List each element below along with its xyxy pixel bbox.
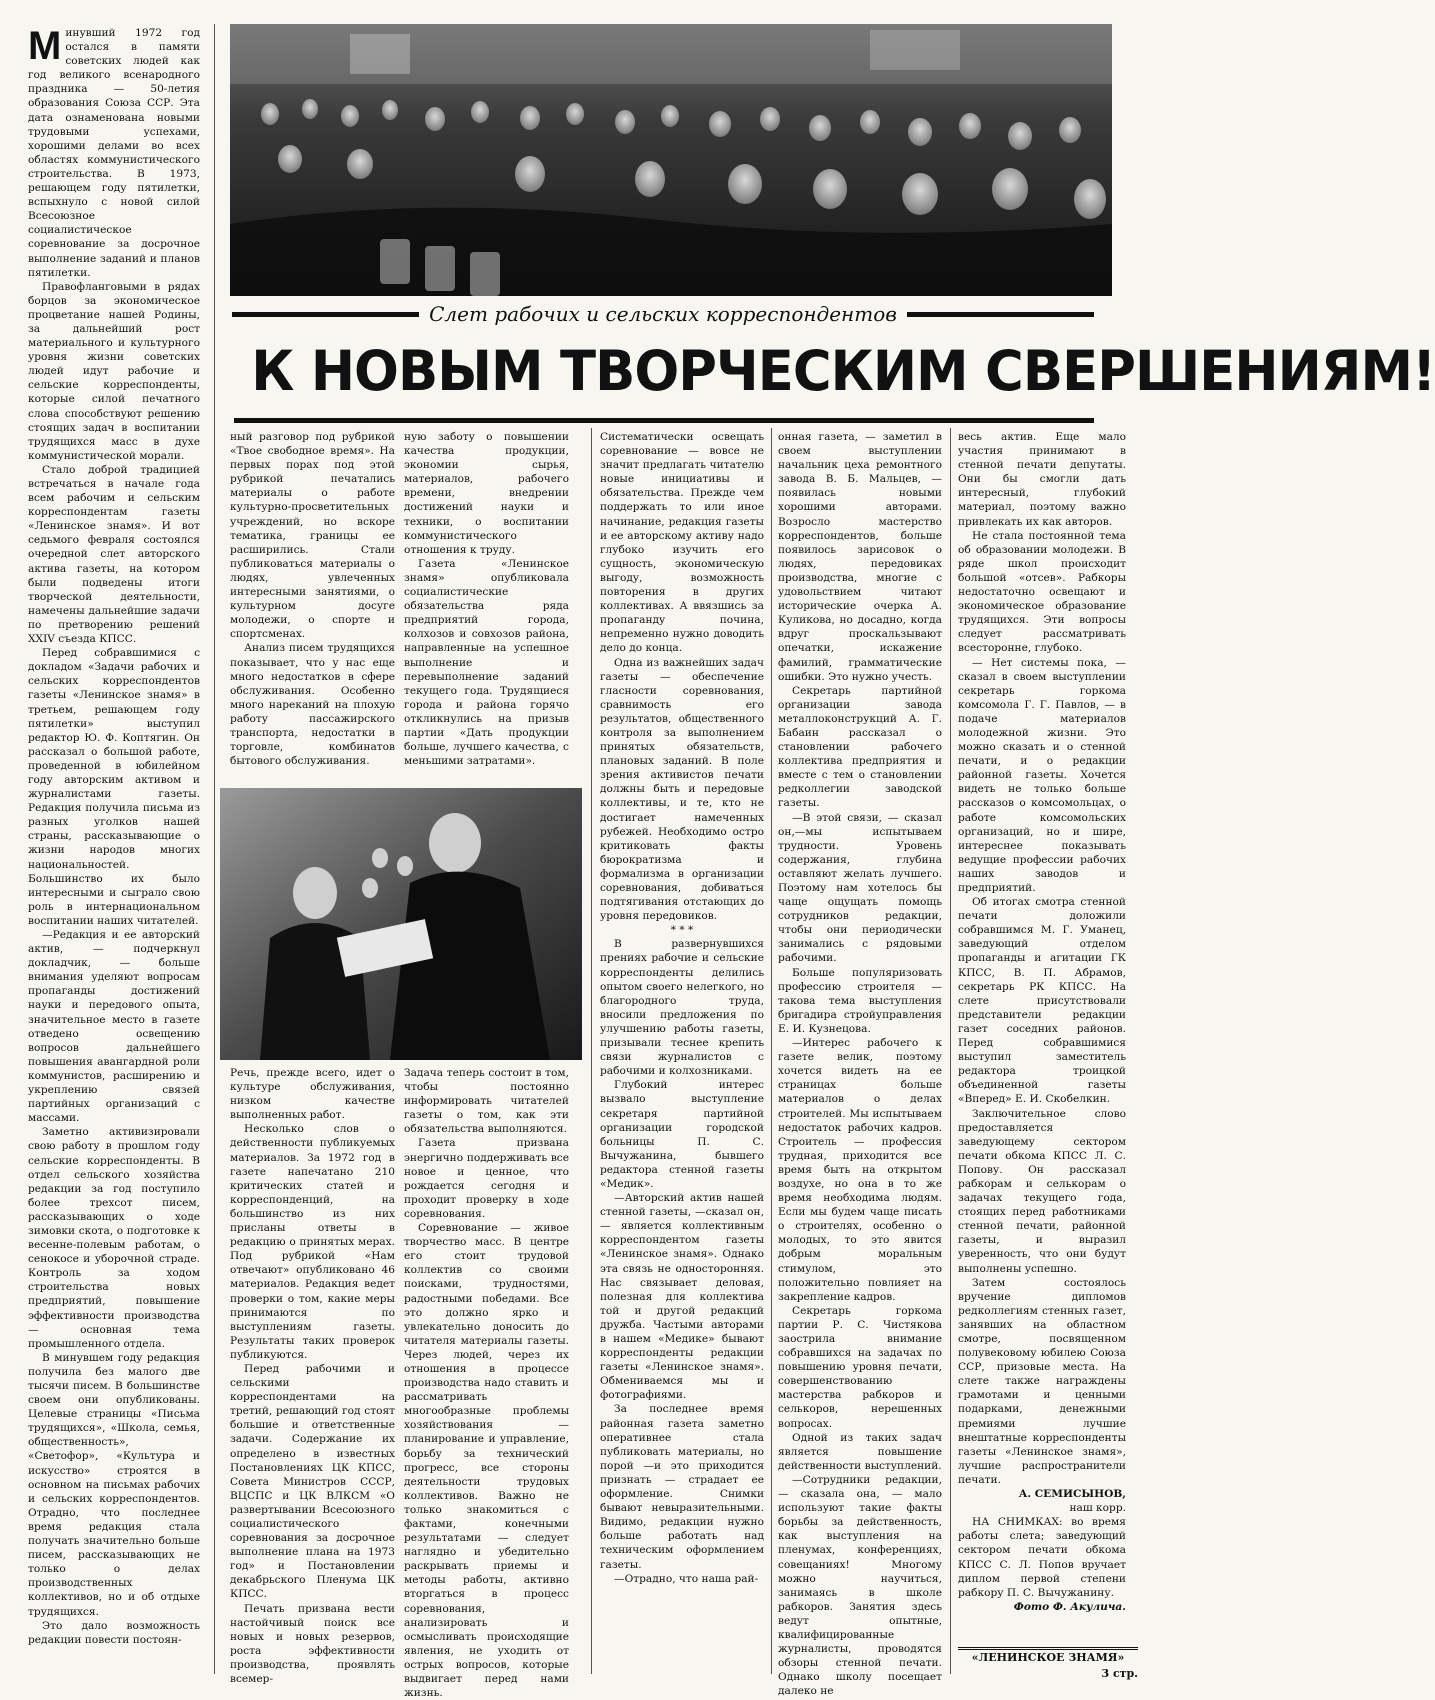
drop-cap: М <box>28 24 62 68</box>
article-column-5 <box>778 430 942 1698</box>
paragraph: Секретарь партийной организации завода металлоконструкций А. Г. Бабаин рассказал о становлении рабочего коллектива предприятия и вместе с тем о становлении редколлегии заводской газеты. <box>778 684 942 810</box>
article-column-1 <box>28 26 200 1672</box>
paragraph: В минувшем году редакция получила без малого две тысячи писем. В большинстве своем они опубликованы. Целевые страницы «Письма трудящихся», «Школа, семья, общественность», «Светофор», «Культура и искусство» строятся в основном на письмах рабочих и сельских корреспондентов. Отрадно, что последнее время редакция стала получать значительно больше писем, рассказывающих не только о делах производственных коллективов, но и об отдыхе трудящихся. <box>28 1351 200 1618</box>
paragraph: Заметно активизировали свою работу в прошлом году сельские корреспонденты. В отдел сельского хозяйства редакции за год поступило более трехсот писем, рассказывающих о ходе зимовки скота, о подготовке к весенне-полевым работам, о сенокосе и уборочной страде. Контроль за ходом строительства новых предприятий, повышение эффективности производства — основная тема промышленного отдела. <box>28 1126 200 1350</box>
kicker-rule-left <box>232 312 419 317</box>
paragraph: Больше популяризовать профессию строителя — такова тема выступления бригадира стройуправления Е. И. Кузнецова. <box>778 966 942 1035</box>
paragraph: Соревнование — живое творчество масс. В центре его стоит трудовой коллектив со своими поисками, трудностями, радостными победами. Все это должно ярко и увлекательно доносить до читателя материалы газеты. Через людей, через их отношения в процессе производства надо ставить и рассматривать многообразные проблемы хозяйствования — планирование и управление, борьбу за технический прогресс, все стороны деятельности трудовых коллективов. Важно не только знакомиться с фактами, конечными результатами — следует наглядно и убедительно раскрывать приемы и методы работы, активно вторгаться в процесс соревнования, анализировать и осмысливать происходящие явления, не уходить от острых вопросов, которые выдвигает перед нами жизнь. <box>404 1222 569 1700</box>
paragraph: Газета призвана энергично поддерживать все новое и ценное, что рождается сегодня и проходит проверку в ходе соревнования. <box>404 1137 569 1220</box>
paragraph: Одна из важнейших задач газеты — обеспечение гласности соревнования, сравнимость его результатов, общественного контроля за выполнением принятых обязательств, плановых заданий. В поле зрения активистов печати должны быть и передовые коллективы, и те, кто не достигает намеченных рубежей. Необходимо остро критиковать факты бюрократизма и формализма в организации соревнования, добиваться подтягивания отстающих до уровня передовиков. <box>600 656 764 923</box>
paragraph: Это дало возможность редакции повести постоян- <box>28 1619 200 1646</box>
kicker-rule-right <box>907 312 1094 317</box>
paragraph: Заключительное слово предоставляется заведующему сектором печати обкома КПСС Л. С. Попову. Он рассказал рабкорам и селькорам о задачах текущего года, стоящих перед работниками стенной печати, районной газеты, и выразил уверенность, что они будут выполнены успешно. <box>958 1107 1126 1275</box>
audience-image <box>230 24 1112 296</box>
paragraph: —Авторский актив нашей стенной газеты, —сказал он, — является коллективным корреспондентом газеты «Ленинское знамя». Однако эта связь не односторонняя. Нас связывает деловая, полезная для коллектива той и другой редакций дружба. Частыми авторами в нашем «Медике» бывают корреспонденты редакции газеты «Ленинское знамя». Обмениваемся мы и фотографиями. <box>600 1192 764 1402</box>
photo-audience <box>230 24 1112 296</box>
headline-rule <box>234 418 1094 423</box>
article-column-6 <box>958 430 1126 1644</box>
paragraph: —Сотрудники редакции, — сказала она, — мало используют такие факты борьбы за действенность, как выступления на пленумах, конференциях, совещаниях! Многому можно научиться, занимаясь в школе рабкоров. Занятия здесь ведут опытные, квалифицированные журналисты, проводятся обзоры стенной печати. Однако школу посещает далеко не <box>778 1473 942 1698</box>
paragraph: —Отрадно, что наша рай- <box>614 1572 759 1585</box>
paragraph: Речь, прежде всего, идет о культуре обслуживания, низком качестве выполненных работ. <box>230 1067 395 1122</box>
page-stamp <box>958 1647 1138 1688</box>
paragraph: Затем состоялось вручение дипломов редколлегиям стенных газет, занявших на областном смотре, посвященном полувековому юбилею Союза ССР, призовые места. На слете также награждены грамотами и ценными подарками, денежными премиями лучшие внештатные корреспонденты газеты «Ленинское знамя», лучшие распространители печати. <box>958 1276 1126 1486</box>
paragraph: — Нет системы пока, — сказал в своем выступлении секретарь горкома комсомола Г. Г. Павлов, — в подаче материалов молодежной жизни. Это можно сказать и о стенной печати, и о редакции районной газеты. Хочется видеть не только больше рассказов о комсомольцах, о работе комсомольских организаций, но и шире, интереснее показывать ведущие профессии рабочих наших заводов и предприятий. <box>958 656 1126 894</box>
photo-credit: Фото Ф. Акулича. <box>1013 1600 1126 1613</box>
kicker-text: Слет рабочих и сельских корреспондентов <box>429 302 897 326</box>
paragraph: —В этой связи, — сказал он,—мы испытываем трудности. Уровень содержания, глубина оставляют желать лучшего. Поэтому нам хотелось бы чаще ощущать помощь сотрудников редакции, чтобы они периодически занимались с рядовыми рабочими. <box>778 811 942 965</box>
article-column-2-bottom <box>230 1066 395 1686</box>
paragraph: Глубокий интерес вызвало выступление секретаря партийной организации городской больницы П. С. Вычужанина, бывшего редактора стенной газеты «Медик». <box>600 1079 764 1190</box>
newspaper-name: «ЛЕНИНСКОЕ ЗНАМЯ» <box>971 1651 1125 1664</box>
paragraph: Перед рабочими и сельскими корреспондентами на третий, решающий год стоят большие и ответственные задачи. Содержание их определено в известных Постановлениях ЦК КПСС, Совета Министров СССР, ВЦСПС и ЦК ВЛКСМ «О развертывании Всесоюзного социалистического соревнования за досрочное выполнение плана на 1973 год» и Постановлении декабрьского Пленума ЦК КПСС. <box>230 1362 395 1601</box>
paragraph: ный разговор под рубрикой «Твое свободное время». На первых порах под этой рубрикой печатались материалы о работе культурно-просветительных учреждений, но вскоре тематика, границы ее расширились. Стали публиковаться материалы о людях, увлеченных интересными занятиями, о культурном досуге молодежи, о спорте и спортсменах. <box>230 431 395 641</box>
column-divider <box>771 428 772 1674</box>
paragraph: Систематически освещать соревнование — вовсе не значит предлагать читателю новые инициативы и обязательства. Прежде чем поддержать то или иное начинание, редакция газеты и ее авторскому активу надо глубоко изучить его сущность, экономическую выгоду, возможность повторения в других коллективах. А ввязшись за пропаганду почина, непременно нужно доводить дело до конца. <box>600 431 764 655</box>
column-divider <box>214 24 215 1674</box>
photo-caption: НА СНИМКАХ: во время работы слета; заведующий сектором печати обкома КПСС С. Л. Попов вручает диплом первой степени рабкору П. С. Вычужанину. <box>958 1516 1126 1599</box>
paragraph: весь актив. Еще мало участия принимают в стенной печати депутаты. Они бы смогли дать интересный, глубокий материал, поэтому важно привлекать их как авторов. <box>958 431 1126 528</box>
paragraph: инувший 1972 год остался в памяти советских людей как год великого всенародного праздника — 50-летия образования Союза ССР. Эта дата ознаменована новыми трудовыми успехами, хорошими делами во всех областях коммунистического строительства. В 1973, решающем году пятилетки, вспыхнуло с новой силой Всесоюзное социалистическое соревнование за досрочное выполнение заданий и планов пятилетки. <box>28 27 200 279</box>
paragraph: Стало доброй традицией встречаться в начале года всем рабочим и сельским корреспондентам газеты «Ленинское знамя». И вот седьмого февраля состоялся очередной слет авторского актива газеты, на котором были подведены итоги творческой деятельности, намечены дальнейшие задачи по претворению решений XXIV съезда КПСС. <box>28 463 200 646</box>
column-divider <box>950 428 951 1674</box>
paragraph: Одной из таких задач является повышение действенности выступлений. <box>778 1431 942 1472</box>
paragraph: Не стала постоянной тема об образовании молодежи. В ряде школ происходит большой «отсев». Рабкоры недостаточно освещают и экономическое образование трудящихся. Эти вопросы следует рассматривать всесторонне, глубоко. <box>958 529 1126 655</box>
photo-award-ceremony <box>220 788 582 1060</box>
paragraph: Секретарь горкома партии Р. С. Чистякова заострила внимание собравшихся на задачах по повышению уровня печати, совершенствованию мастерства рабкоров и селькоров, нерешенных вопросах. <box>778 1304 942 1430</box>
article-column-3-bottom <box>404 1066 569 1700</box>
paragraph: онная газета, — заметил в своем выступлении начальник цеха ремонтного завода В. Б. Мальцев, —появилась новыми хорошими авторами. Возросло мастерство корреспондентов, больше появилось зарисовок о людях, передовиках производства, многие с удовольствием читают исторические очерка А. Куликова, но досадно, когда вдруг проскальзывают опечатки, искажение фамилий, грамматические ошибки. Это нужно учесть. <box>778 431 942 683</box>
headline: К НОВЫМ ТВОРЧЕСКИМ СВЕРШЕНИЯМ! <box>251 339 1435 403</box>
paragraph: Об итогах смотра стенной печати доложили собравшимся М. Г. Уманец, заведующий отделом пропаганды и агитации ГК КПСС, В. П. Абрамов, секретарь РК КПСС. На слете присутствовали представители редакции газет соседних районов. Перед собравшимися выступил заместитель редактора троицкой объединенной газеты «Вперед» Е. И. Скобелкин. <box>958 896 1126 1106</box>
paragraph: Несколько слов о действенности публикуемых материалов. За 1972 год в газете напечатано 210 критических статей и корреспонденций, на большинство из них присланы ответы в редакцию о принятых мерах. Под рубрикой «Нам отвечают» опубликовано 46 материалов. Редакция ведет проверки о том, какие меры принимаются по выступлениям газеты. Результаты таких проверок публикуются. <box>230 1123 395 1361</box>
paragraph: —Редакция и ее авторский актив, — подчеркнул докладчик, — больше внимания уделяют вопросам пропаганды достижений науки и передового опыта, значительное место в газете отведено освещению вопросов дальнейшего повышения авангардной роли коммунистов, расширению и укреплению связей партийных организаций с массами. <box>28 929 200 1125</box>
ceremony-image <box>220 788 582 1060</box>
article-column-3-top <box>404 430 569 786</box>
author-signature: А. СЕМИСЫНОВ, <box>1018 1488 1126 1501</box>
paragraph: Правофланговыми в рядах борцов за экономическое процветание нашей Родины, за дальнейший рост материального и культурного уровня жизни советских людей идут рабочие и сельские корреспонденты, которые силой печатного слова способствуют решению стоящих задач в воспитании трудящихся масс в духе коммунистической морали. <box>28 280 200 462</box>
paragraph: В развернувшихся прениях рабочие и сельские корреспонденты делились опытом своего нелегкого, но благородного труда, вносили предложения по улучшению работы газеты, призывали теснее крепить связи журналистов с рабочими и колхозниками. <box>600 938 764 1078</box>
paragraph: За последнее время районная газета заметно оперативнее стала публиковать материалы, но порой —и это приходится признать — страдает ее оформление. Снимки бывают невыразительными. Видимо, редакции нужно больше работать над техническим оформлением газеты. <box>600 1403 764 1571</box>
paragraph: Анализ писем трудящихся показывает, что у нас еще много недостатков в сфере обслуживания. Особенно много нареканий на плохую работу пассажирского транспорта, недостатки в торговле, комбинатов бытового обслуживания. <box>230 642 395 768</box>
paragraph: —Интерес рабочего к газете велик, поэтому хочется видеть на ее страницах больше материалов о делах строителей. Мы испытываем недостаток рабочих кадров. Строитель — профессия трудная, приходится все время быть на открытом воздухе, но она в то же время необходима людям. Если мы будем чаще писать о строителях, особенно о молодых, то это явится добрым моральным стимулом, это положительно повлияет на закрепление кадров. <box>778 1037 942 1303</box>
paragraph: Печать призвана вести настойчивый поиск все новых и новых резервов, роста эффективности производства, проявлять всемер- <box>230 1602 395 1686</box>
article-column-2-top <box>230 430 395 786</box>
section-separator: * * * <box>670 924 694 937</box>
author-role: наш корр. <box>1069 1502 1126 1515</box>
page-number: 3 стр. <box>1101 1667 1138 1680</box>
article-column-4 <box>600 430 764 1674</box>
kicker-line <box>232 304 1094 324</box>
column-divider <box>591 428 592 1674</box>
paragraph: Перед собравшимися с докладом «Задачи рабочих и сельских корреспондентов газеты «Ленинское знамя» в третьем, решающем году пятилетки» выступил редактор Ю. Ф. Коптягин. Он рассказал о большой работе, проведенной в юбилейном году авторским активом и журналистами газеты. Редакция получила письма из разных уголков нашей страны, рассказывающие о жизни народов многих национальностей. Большинство их было интересными и сыграло свою роль в интернациональном воспитании наших читателей. <box>28 647 200 927</box>
paragraph: Задача теперь состоит в том, чтобы постоянно информировать читателей газеты о том, как эти обязательства выполняются. <box>404 1067 569 1136</box>
paragraph: ную заботу о повышении качества продукции, экономии сырья, материалов, рабочего времени, внедрении достижений науки и техники, о воспитании коммунистического отношения к труду. <box>404 431 569 556</box>
paragraph: Газета «Ленинское знамя» опубликовала социалистические обязательства ряда предприятий города, колхозов и совхозов района, направленные на успешное выполнение и перевыполнение заданий текущего года. Трудящиеся города и района горячо откликнулись на призыв партии «Дать продукции больше, лучшего качества, с меньшими затратами». <box>404 557 569 768</box>
